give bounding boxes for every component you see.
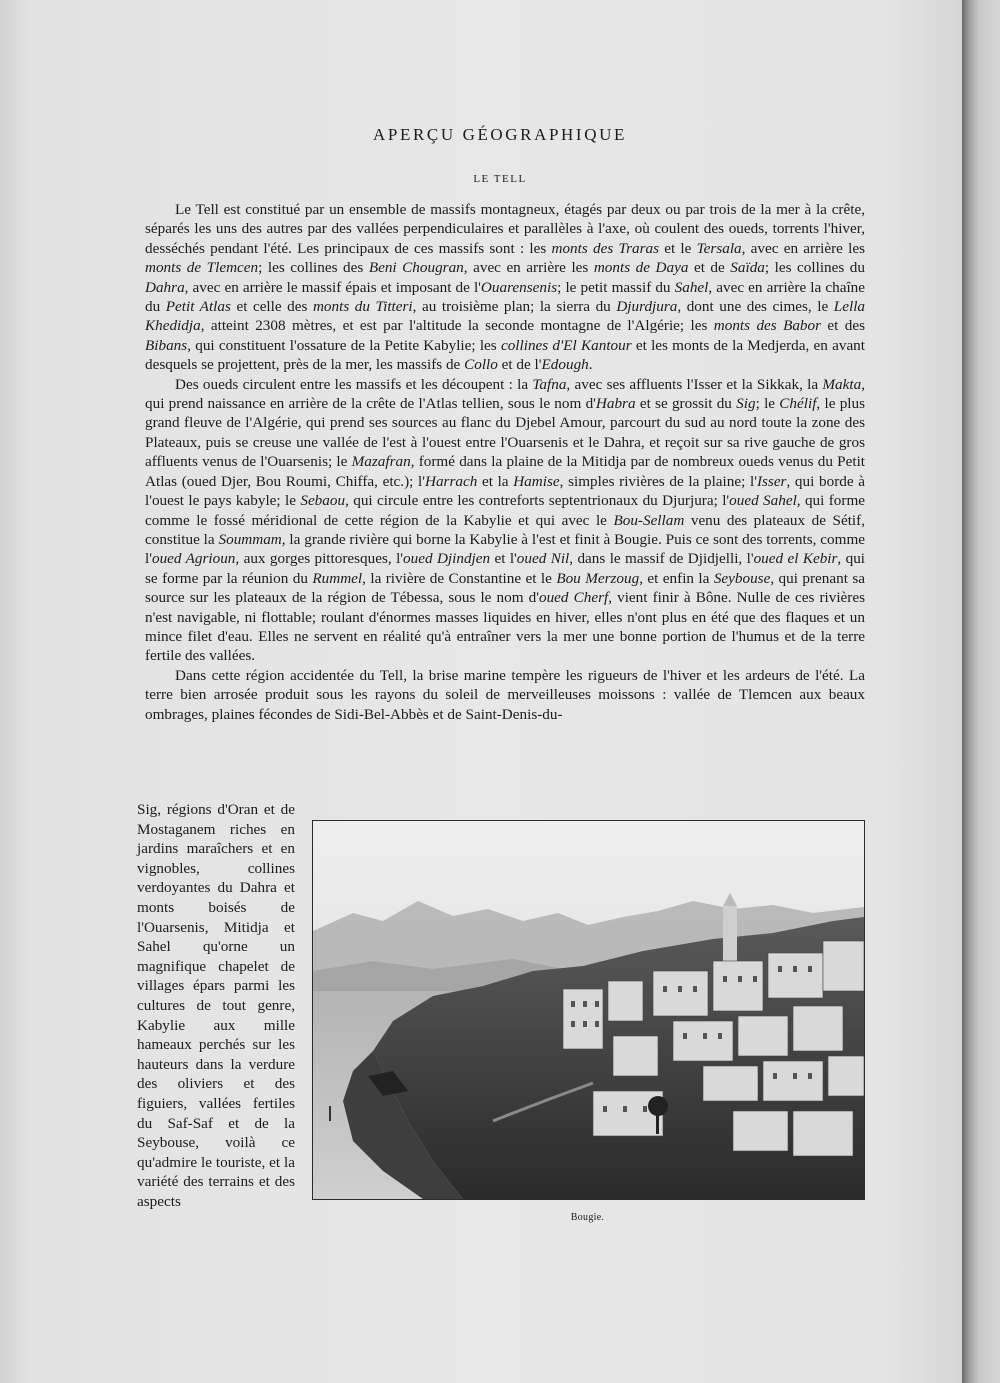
italic-term: Hamise bbox=[513, 472, 560, 490]
italic-term: collines d'El Kantour bbox=[500, 336, 632, 354]
italic-term: Tafna bbox=[532, 375, 567, 393]
italic-term: Collo bbox=[464, 356, 498, 374]
italic-term: monts du Titteri bbox=[312, 298, 413, 316]
italic-term: Dahra bbox=[145, 278, 185, 296]
italic-term: Djurdjura bbox=[616, 298, 678, 316]
italic-term: Soummam bbox=[218, 530, 282, 548]
photo-caption: Bougie. bbox=[570, 1212, 605, 1223]
italic-term: Chélif bbox=[779, 395, 817, 413]
italic-term: Rummel bbox=[312, 569, 363, 587]
article-body bbox=[145, 200, 865, 724]
italic-term: Habra bbox=[595, 395, 636, 413]
paragraph: Des oueds circulent entre les massifs et les découpent : la Tafna, avec ses affluents l'Isser et la Sikkak, la Makta, qui prend naissance en arrière de la crête de l'Atlas tellien, sous le nom d'Habra et se grossit du Sig; le Chélif, le plus grand fleuve de l'Algérie, qui prend ses sources au flanc du Djebel Amour, parcourt du sud au nord toute la zone des Plateaux, puis se creuse une vallée de l'est à l'ouest entre l'Ouarsenis et le Dahra, et reçoit sur sa rive gauche de gros affluents venus de l'Ouarsenis; le Mazafran, formé dans la plaine de la Mitidja par de nombreux oueds venus du Petit Atlas (oued Djer, Bou Roumi, Chiffa, etc.); l'Harrach et la Hamise, simples rivières de la plaine; l'Isser, qui borde à l'ouest le pays kabyle; le Sebaou, qui circule entre les contreforts septentrionaux du Djurjura; l'oued Sahel, qui forme comme le fossé méridional de cette région de la Kabylie et qui avec le Bou-Sellam venu des plateaux de Sétif, constitue la Soummam, la grande rivière qui borne la Kabylie à l'est et finit à Bougie. Puis ce sont des torrents, comme l'oued Agrioun, aux gorges pittoresques, l'oued Djindjen et l'oued Nil, dans le massif de Djidjelli, l'oued el Kebir, qui se forme par la réunion du Rummel, la rivière de Constantine et le Bou Merzoug, et enfin la Seybouse, qui prenant sa source sur les plateaux de la région de Tébessa, sous le nom d'oued Cherf, vient finir à Bône. Nulle de ces rivières n'est navigable, ni flottable; roulant d'énormes masses liquides en hiver, elles n'ont plus en été que des flaques et un mince filet d'eau. Elles ne servent en réalité qu'à entraîner vers la mer une bonne portion de l'humus et de la terre fertile des vallées. bbox=[145, 375, 866, 665]
italic-term: oued Agrioun bbox=[151, 550, 236, 568]
italic-term: Isser bbox=[756, 472, 787, 490]
italic-term: Bibans bbox=[145, 336, 188, 354]
italic-term: Bou-Sellam bbox=[613, 511, 685, 529]
bougie-photo-illustration bbox=[313, 821, 864, 1199]
italic-term: Harrach bbox=[424, 472, 478, 490]
italic-term: oued Nil bbox=[516, 550, 570, 568]
side-column-text: Sig, régions d'Oran et de Mostaganem riches en jardins maraîchers et en vignobles, collines verdoyantes du Dahra et monts boisés de l'Ouarsenis, Mitidja et Sahel qu'orne un magnifique chapelet de villages épars parmi les cultures de tout genre, Kabylie aux mille hameaux perchés sur les hauteurs dans la verdure des oliviers et des figuiers, vallées fertiles du Saf-Saf et de la Seybouse, voilà ce qu'admire le touriste, et la variété des terrains et des aspects bbox=[137, 801, 295, 1210]
italic-term: Makta bbox=[822, 375, 862, 393]
paragraph: Le Tell est constitué par un ensemble de massifs montagneux, étagés par deux ou par trois de la mer à la crête, séparés les uns des autres par des vallées perpendiculaires et parallèles à l'axe, où coulent des oueds, torrents l'hiver, desséchés pendant l'été. Les principaux de ces massifs sont : les monts des Traras et le Tersala, avec en arrière les monts de Tlemcen; les collines des Beni Chougran, avec en arrière les monts de Daya et de Saïda; les collines du Dahra, avec en arrière le massif épais et imposant de l'Ouarensenis; le petit massif du Sahel, avec en arrière la chaîne du Petit Atlas et celle des monts du Titteri, au troisième plan; la sierra du Djurdjura, dont une des cimes, le Lella Khedidja, atteint 2308 mètres, et est par l'altitude la seconde montagne de l'Algérie; les monts des Babor et des Bibans, qui constituent l'ossature de la Petite Kabylie; les collines d'El Kantour et les monts de la Medjerda, en avant desquels se projettent, près de la mer, les massifs de Collo et de l'Edough. bbox=[145, 201, 866, 374]
italic-term: monts des Traras bbox=[551, 239, 660, 257]
bougie-photograph bbox=[312, 820, 865, 1200]
italic-term: monts des Babor bbox=[713, 317, 822, 335]
book-gutter-shadow bbox=[962, 0, 1000, 1383]
italic-term: Seybouse bbox=[713, 569, 771, 587]
italic-term: Beni Chougran bbox=[368, 259, 464, 277]
italic-term: Sig bbox=[736, 395, 756, 413]
italic-term: Sahel bbox=[674, 278, 709, 296]
italic-term: oued Cherf bbox=[538, 589, 609, 607]
italic-term: Lella Khedidja bbox=[145, 298, 866, 335]
paragraph: Dans cette région accidentée du Tell, la brise marine tempère les rigueurs de l'hiver et les ardeurs de l'été. La terre bien arrosée produit sous les rayons du soleil de merveilleuses moissons : vallée de Tlemcen aux beaux ombrages, plaines fécondes de Sidi-Bel-Abbès et de Saint-Denis-du- bbox=[145, 666, 865, 723]
italic-term: Tersala bbox=[696, 239, 742, 257]
italic-term: Sebaou bbox=[300, 492, 346, 510]
italic-term: oued Sahel bbox=[729, 492, 797, 510]
italic-term: monts de Daya bbox=[593, 259, 689, 277]
italic-term: Bou Merzoug bbox=[556, 569, 640, 587]
italic-term: Saïda bbox=[730, 259, 765, 277]
italic-term: Edough bbox=[541, 356, 589, 374]
italic-term: Petit Atlas bbox=[165, 298, 231, 316]
italic-term: oued el Kebir bbox=[753, 550, 838, 568]
italic-term: monts de Tlemcen bbox=[145, 259, 259, 277]
italic-term: Mazafran bbox=[351, 453, 411, 471]
page-title: APERÇU GÉOGRAPHIQUE bbox=[373, 125, 627, 144]
italic-term: Ouarensenis bbox=[480, 278, 558, 296]
section-subtitle: LE TELL bbox=[473, 173, 527, 185]
italic-term: oued Djindjen bbox=[403, 550, 491, 568]
